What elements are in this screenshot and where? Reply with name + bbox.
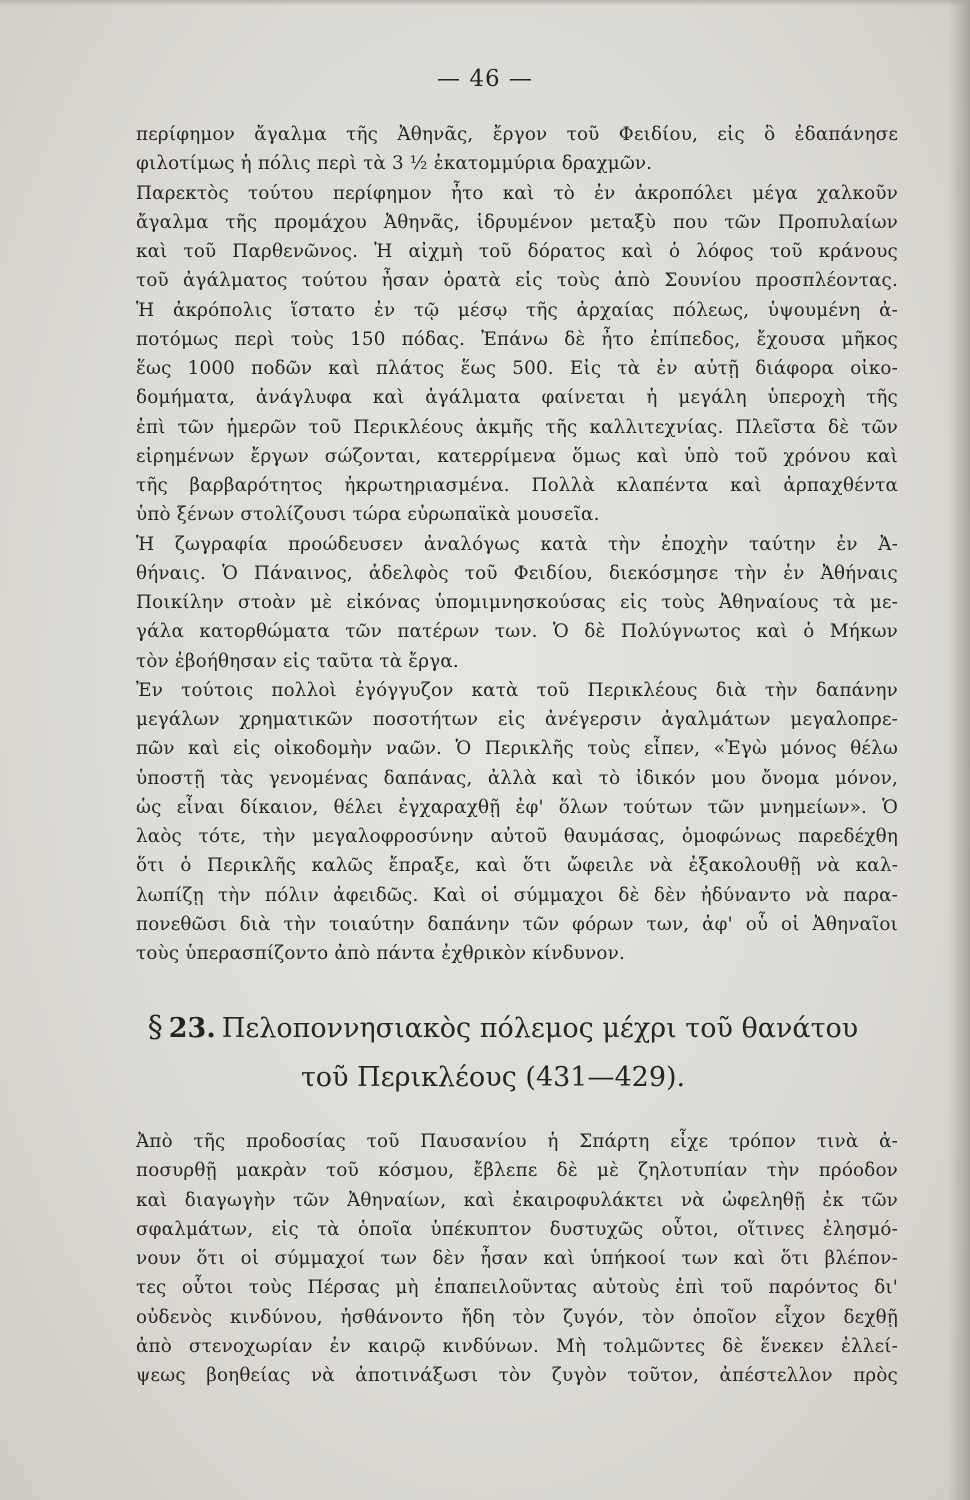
page-edge-right [948, 0, 970, 1500]
section-heading [18, 1010, 970, 1045]
text-line: τὸν ἐβοήθησαν εἰς ταῦτα τὰ ἔργα. [136, 650, 459, 672]
text-line: Ἡ ἀκρόπολις ἵστατο ἐν τῷ μέσῳ τῆς ἀρχαίας πόλεως, ὑψουμένη ἀ- [136, 299, 898, 321]
text-line: πονεθῶσι διὰ τὴν τοιαύτην δαπάνην τῶν φόρων των, ἀφ' οὗ οἱ Ἀθηναῖοι [136, 913, 898, 935]
text-line: Ἡ ζωγραφία προώδευσεν ἀναλόγως κατὰ τὴν ἐποχὴν ταύτην ἐν Ἀ- [136, 533, 898, 555]
text-line: πῶν καὶ εἰς οἰκοδομὴν ναῶν. Ὁ Περικλῆς τοὺς εἶπεν, «Ἐγὼ μόνος θέλω [136, 738, 898, 760]
text-line: θήναις. Ὁ Πάναινος, ἀδελφὸς τοῦ Φειδίου, διεκόσμησε τὴν ἐν Ἀθήναις [136, 562, 898, 584]
text-block-before-section [136, 120, 898, 968]
text-line: ὑποστῇ τὰς γενομένας δαπάνας, ἀλλὰ καὶ τὸ ἰδικόν μου ὄνομα μόνον, [136, 767, 898, 789]
text-line: τοὺς ὑπερασπίζοντο ἀπὸ πάντα ἐχθρικὸν κίνδυνον. [136, 943, 625, 964]
section-number: 23. [168, 1013, 216, 1044]
text-line: μεγάλων χρηματικῶν ποσοτήτων εἰς ἀνέγερσιν ἀγαλμάτων μεγαλοπρε- [136, 709, 898, 730]
text-line: Παρεκτὸς τούτου περίφημον ἦτο καὶ τὸ ἐν ἀκροπόλει μέγα χαλκοῦν [136, 182, 898, 204]
text-line: καὶ τοῦ Παρθενῶνος. Ἡ αἰχμὴ τοῦ δόρατος καὶ ὁ λόφος τοῦ κράνους [136, 241, 898, 262]
text-block-after-section [136, 1127, 898, 1390]
text-line: ἄγαλμα τῆς προμάχου Ἀθηνᾶς, ἱδρυμένον μεταξὺ που τῶν Προπυλαίων [136, 211, 898, 233]
text-line: φιλοτίμως ἡ πόλις περὶ τὰ 3 ½ ἑκατομμύρια δραχμῶν. [136, 153, 653, 175]
text-line: τοῦ ἀγάλματος τούτου ἦσαν ὁρατὰ εἰς τοὺς ἀπὸ Σουνίου προσπλέοντας. [136, 270, 898, 292]
text-line: ὅτι ὁ Περικλῆς καλῶς ἔπραξε, καὶ ὅτι ὤφειλε νὰ ἐξακολουθῇ νὰ καλ- [136, 855, 898, 877]
text-line: Ἐν τούτοις πολλοὶ ἐγόγγυζον κατὰ τοῦ Περικλέους διὰ τὴν δαπάνην [136, 679, 898, 701]
text-line: ποσυρθῇ μακρὰν τοῦ κόσμου, ἔβλεπε δὲ μὲ ζηλοτυπίαν τὴν πρόοδον [136, 1160, 898, 1182]
text-line: γάλα κατορθώματα τῶν πατέρων των. Ὁ δὲ Πολύγνωτος καὶ ὁ Μήκων [136, 621, 898, 643]
page-edge-top [0, 0, 970, 6]
text-line: περίφημον ἄγαλμα τῆς Ἀθηνᾶς, ἔργον τοῦ Φειδίου, εἰς ὃ ἐδαπάνησε [136, 124, 898, 145]
text-line: τες οὗτοι τοὺς Πέρσας μὴ ἐπαπειλοῦντας αὐτοὺς ἐπὶ τοῦ παρόντος δι' [136, 1277, 898, 1299]
text-line: ὑπὸ ξένων στολίζουσι τώρα εὐρωπαϊκὰ μουσεῖα. [136, 504, 600, 526]
text-line: ὡς εἶναι δίκαιον, θέλει ἐγχαραχθῇ ἐφ' ὅλων τούτων τῶν μνημείων». Ὁ [136, 796, 898, 818]
text-line: ποτόμως περὶ τοὺς 150 πόδας. Ἐπάνω δὲ ἦτο ἐπίπεδος, ἔχουσα μῆκος [136, 328, 898, 350]
page-number: — 46 — [437, 66, 533, 92]
section-symbol: § [147, 1010, 163, 1045]
text-line: λαὸς τότε, τὴν μεγαλοφροσύνην αὐτοῦ θαυμάσας, ὁμοφώνως παρεδέχθη [136, 826, 898, 847]
section-title-line-2: τοῦ Περικλέους (431—429). [300, 1062, 686, 1093]
text-line: ἀπὸ στενοχωρίαν ἐν καιρῷ κινδύνων. Μὴ τολμῶντες δὲ ἕνεκεν ἐλλεί- [136, 1335, 898, 1357]
text-line: λωπίζῃ τὴν πόλιν ἀφειδῶς. Καὶ οἱ σύμμαχοι δὲ δὲν ἠδύναντο νὰ παρα- [136, 884, 898, 906]
text-line: ψεως βοηθείας νὰ ἀποτινάξωσι τὸν ζυγὸν τοῦτον, ἀπέστελλον πρὸς [136, 1365, 898, 1386]
text-line: καὶ διαγωγὴν τῶν Ἀθηναίων, καὶ ἐκαιροφυλάκτει νὰ ὠφεληθῇ ἐκ τῶν [136, 1189, 898, 1211]
text-line: ἐπὶ τῶν ἡμερῶν τοῦ Περικλέους ἀκμῆς τῆς καλλιτεχνίας. Πλεῖστα δὲ τῶν [136, 416, 898, 438]
text-line: Ἀπὸ τῆς προδοσίας τοῦ Παυσανίου ἡ Σπάρτη εἶχε τρόπον τινὰ ἀ- [136, 1131, 898, 1152]
section-title-line-1: Πελοποννησιακὸς πόλεμος μέχρι τοῦ θανάτου [221, 1013, 859, 1044]
text-line: Ποικίλην στοὰν μὲ εἰκόνας ὑπομιμνησκούσας εἰς τοὺς Ἀθηναίους τὰ με- [136, 592, 898, 613]
text-line: ἕως 1000 ποδῶν καὶ πλάτος ἕως 500. Εἰς τὰ ἐν αὐτῇ διάφορα οἰκο- [136, 358, 898, 379]
text-line: εἰρημένων ἔργων σώζονται, κατερρίμενα ὅμως καὶ ὑπὸ τοῦ χρόνου καὶ [136, 445, 898, 467]
text-line: τῆς βαρβαρότητος ἠκρωτηριασμένα. Πολλὰ κλαπέντα καὶ ἁρπαχθέντα [136, 475, 898, 496]
text-line: σφαλμάτων, εἰς τὰ ὁποῖα ὑπέκυπτον δυστυχῶς οὗτοι, οἵτινες ἐλησμό- [136, 1218, 898, 1240]
text-line: νουν ὅτι οἱ σύμμαχοί των δὲν ἦσαν καὶ ὑπήκοοί των καὶ ὅτι βλέπον- [136, 1248, 898, 1269]
text-line: οὐδενὸς κινδύνου, ἠσθάνοντο ἤδη τὸν ζυγόν, τὸν ὁποῖον εἶχον δεχθῇ [136, 1306, 898, 1328]
text-line: δομήματα, ἀνάγλυφα καὶ ἀγάλματα φαίνεται ἡ μεγάλη ὑπεροχὴ τῆς [136, 387, 898, 409]
